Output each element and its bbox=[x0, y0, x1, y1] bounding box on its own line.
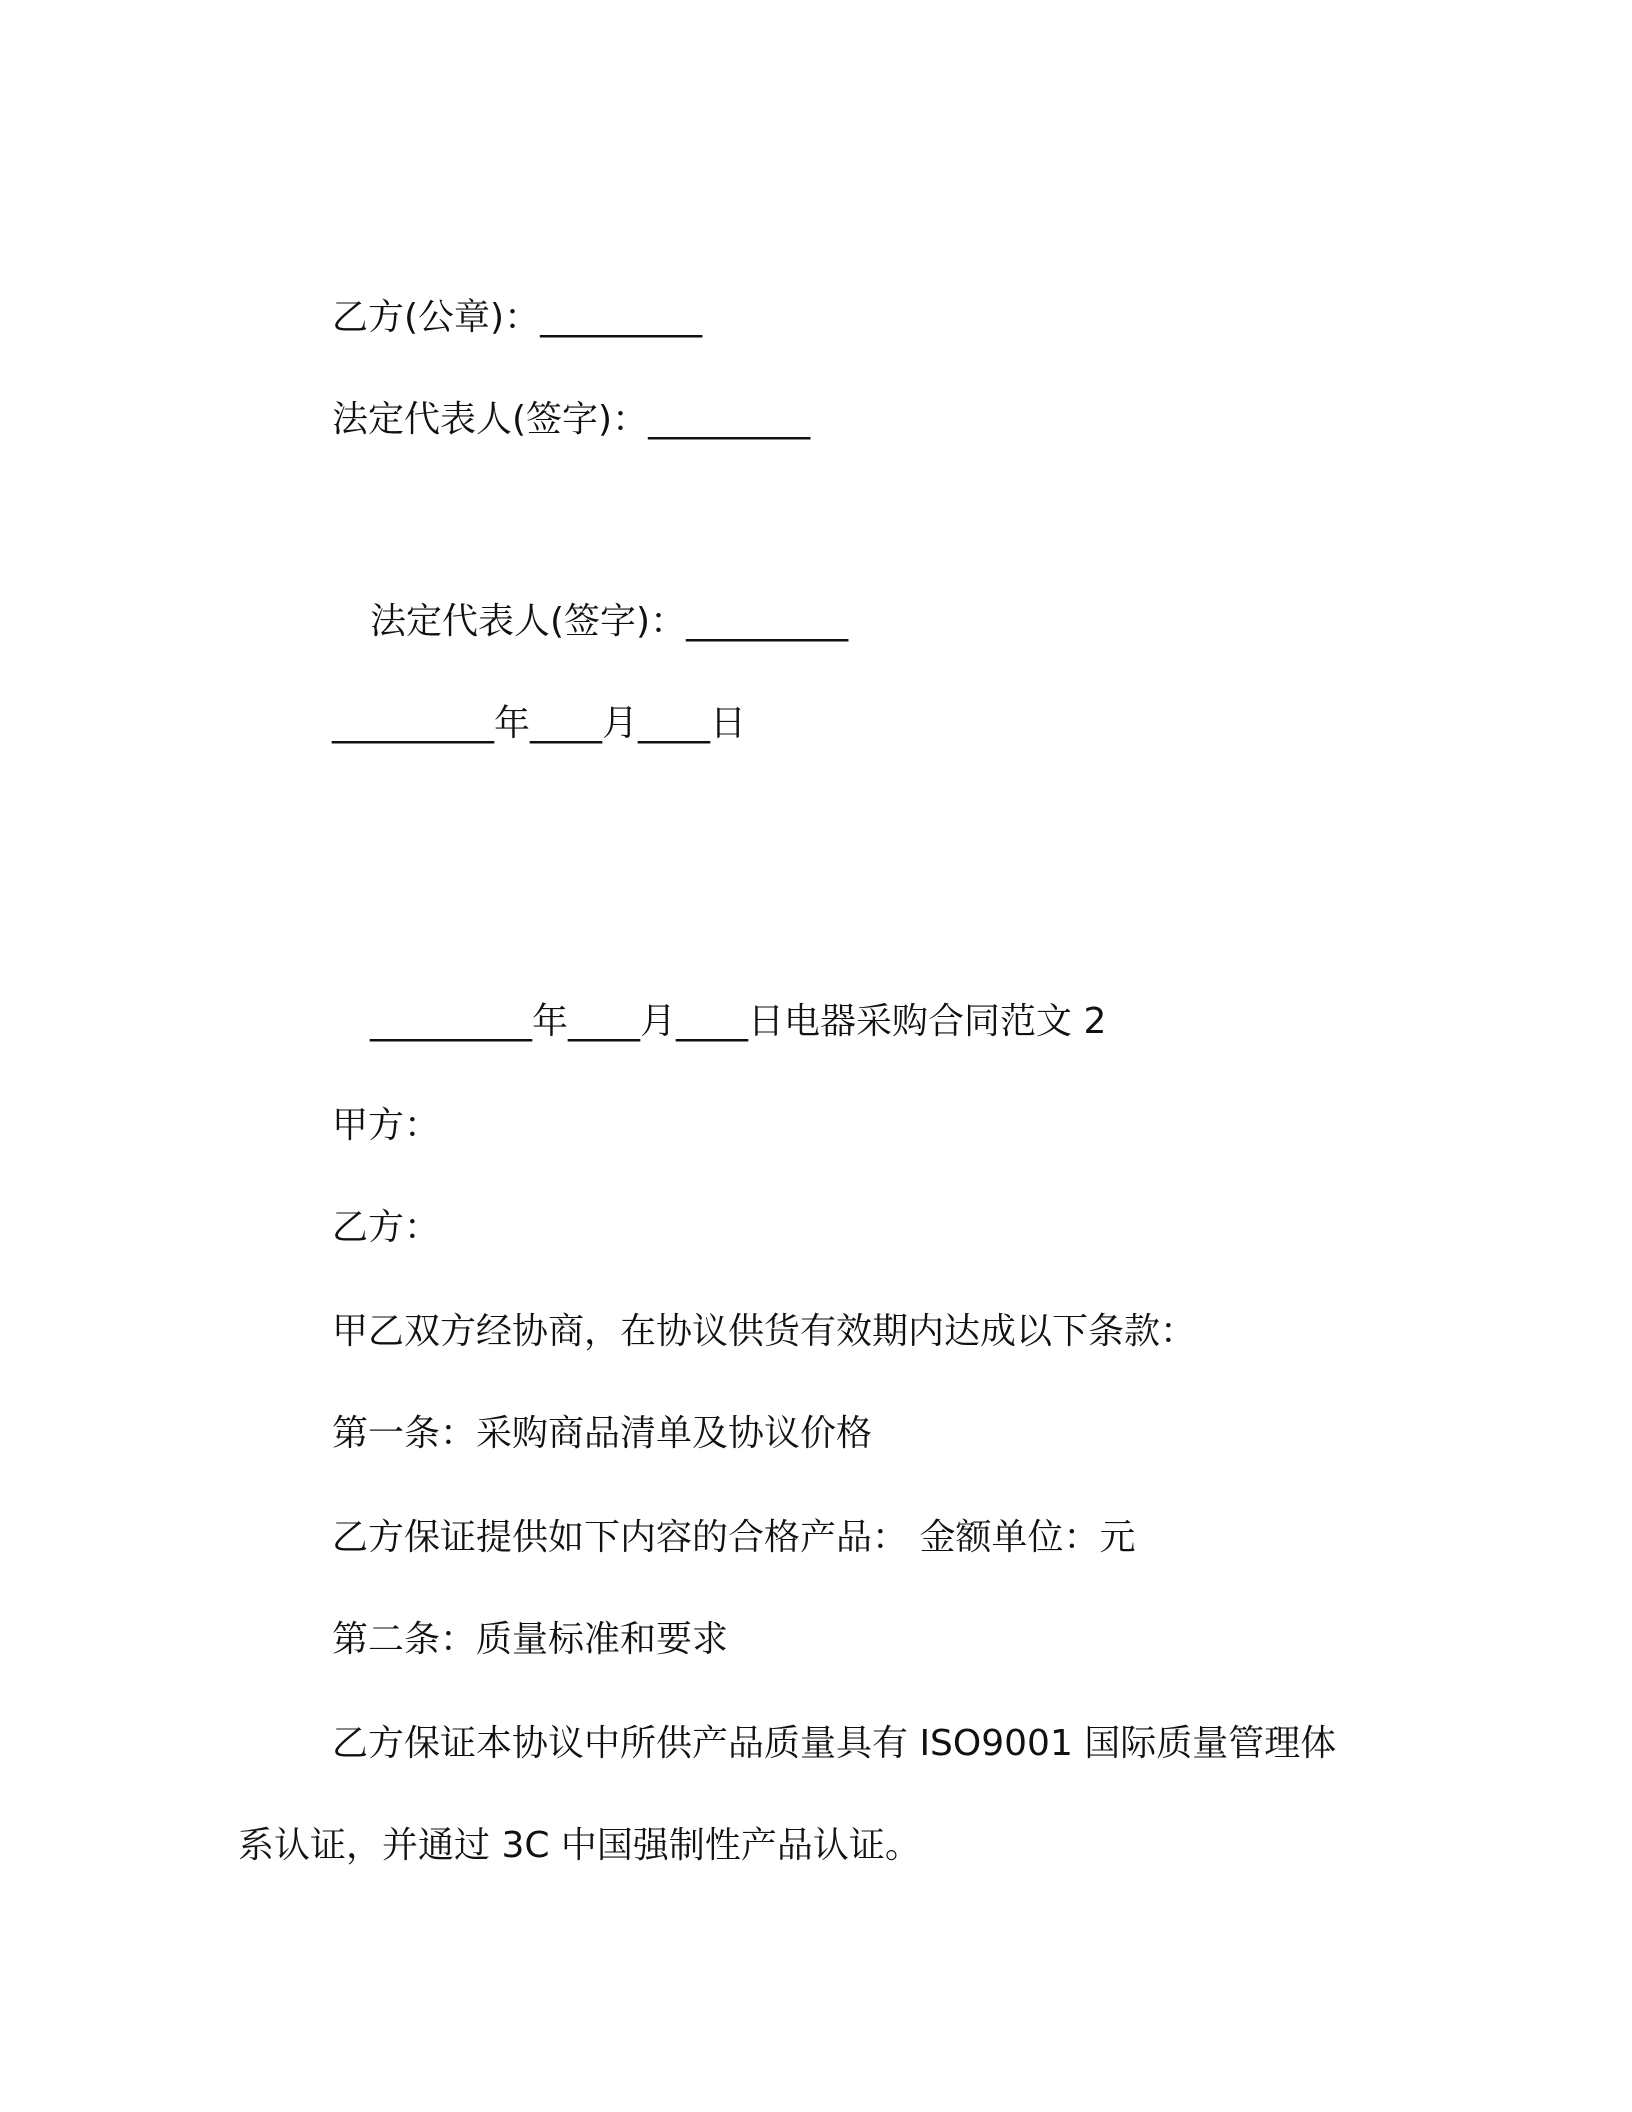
agreement-intro: 甲乙双方经协商，在协议供货有效期内达成以下条款： bbox=[332, 1311, 1197, 1352]
party-b-seal-line: 乙方(公章)：_________ bbox=[332, 297, 703, 338]
product-list-note: 乙方保证提供如下内容的合格产品： 金额单位：元 bbox=[332, 1517, 1136, 1558]
legal-representative-line-second: 法定代表人(签字)：_________ bbox=[370, 601, 849, 642]
contract-title: _________年____月____日电器采购合同范文 2 bbox=[370, 1001, 1107, 1042]
quality-paragraph-line-2: 系认证，并通过 3C 中国强制性产品认证。 bbox=[238, 1825, 921, 1866]
party-a-label: 甲方： bbox=[332, 1105, 441, 1146]
quality-paragraph-line-1: 乙方保证本协议中所供产品质量具有 ISO9001 国际质量管理体 bbox=[332, 1723, 1337, 1764]
article-two-heading: 第二条：质量标准和要求 bbox=[332, 1619, 729, 1660]
article-one-heading: 第一条：采购商品清单及协议价格 bbox=[332, 1413, 873, 1454]
legal-representative-line: 法定代表人(签字)：_________ bbox=[332, 399, 811, 440]
party-b-label: 乙方： bbox=[332, 1207, 441, 1248]
date-line: _________年____月____日 bbox=[332, 703, 746, 744]
